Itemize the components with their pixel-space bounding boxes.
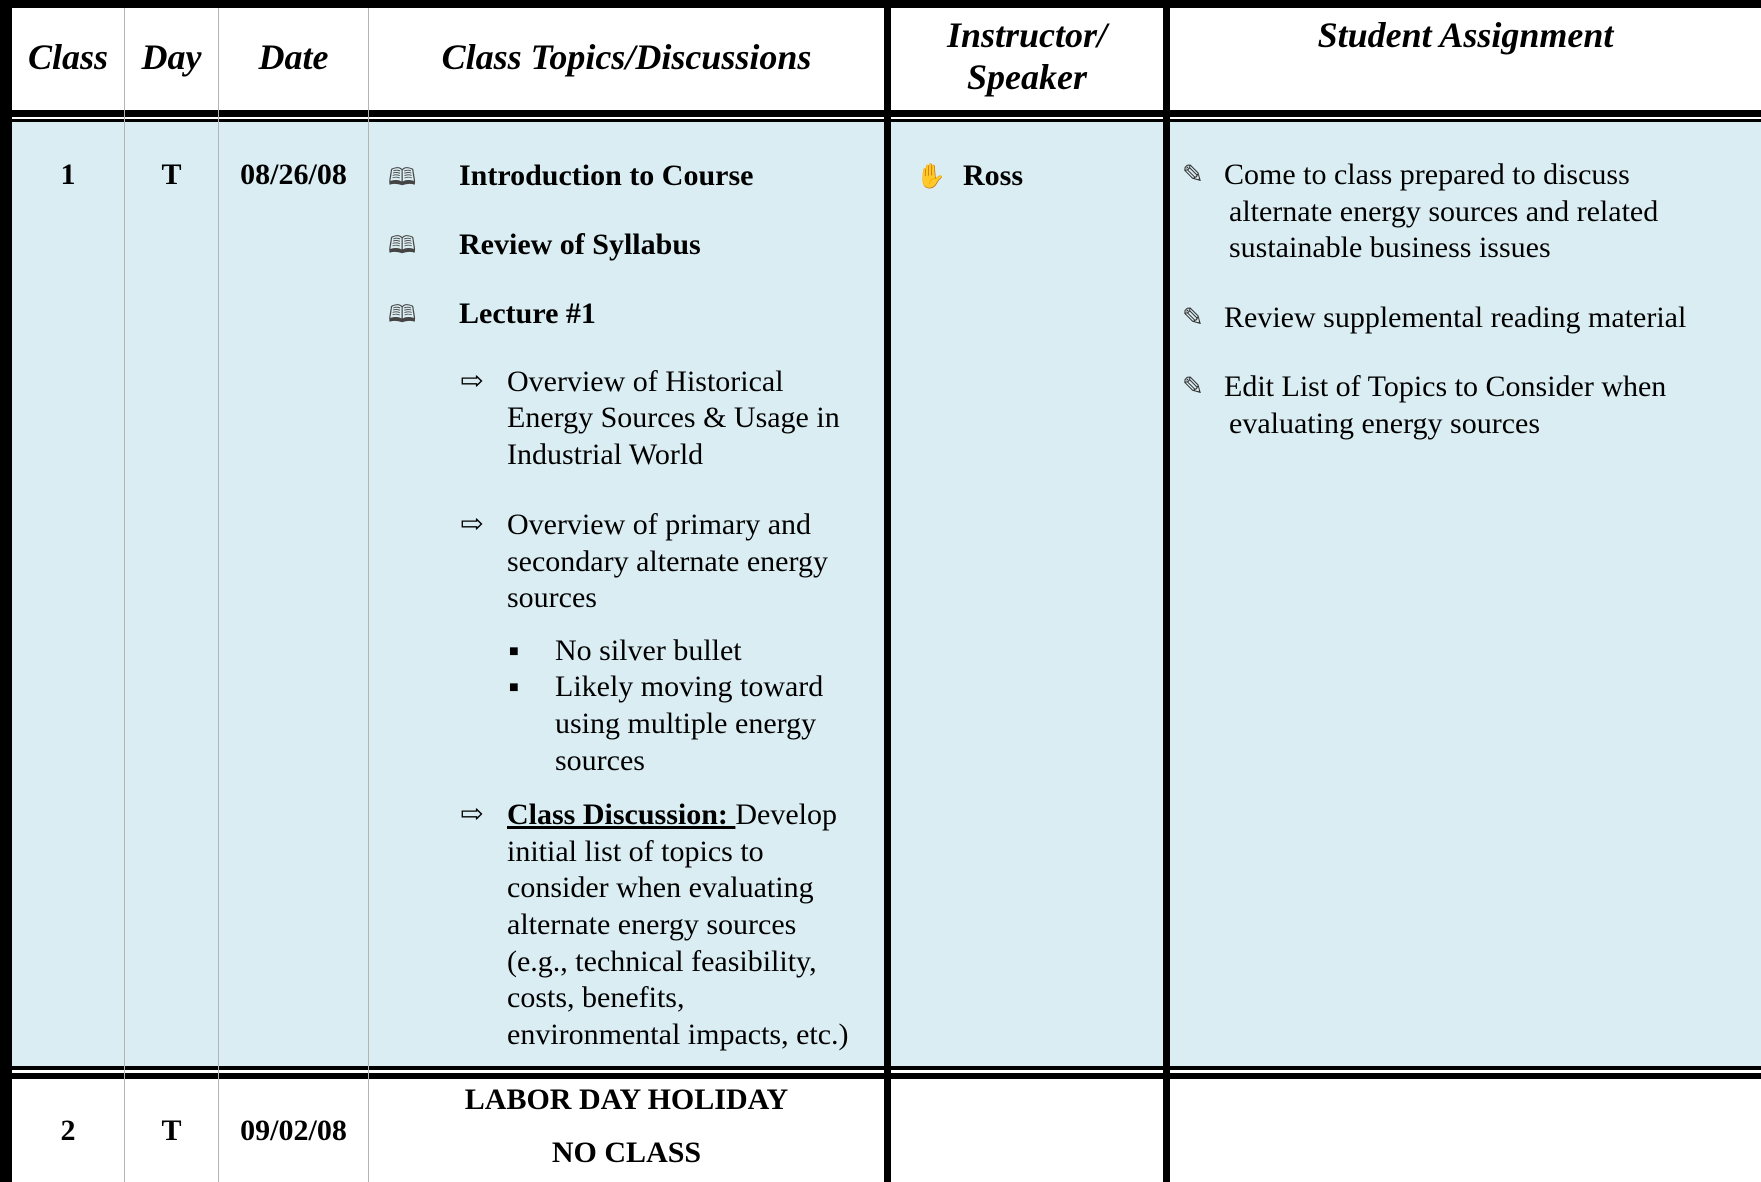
subtopic-1-line3: Industrial World [507, 438, 704, 471]
assignment-1-line1: Come to class prepared to discuss [1224, 158, 1630, 191]
row-2-class: 2 [60, 1114, 76, 1147]
row-1-date: 08/26/08 [240, 158, 347, 191]
row-2-day: T [161, 1114, 182, 1147]
subtopic-2-line1: Overview of primary and [507, 508, 812, 541]
table-top-border [0, 0, 1761, 8]
bullet-2-line2: using multiple energy [555, 707, 817, 740]
row-1-class: 1 [60, 158, 76, 191]
discussion-line7: environmental impacts, etc.) [507, 1018, 849, 1051]
header-instructor-line1: Instructor/ [946, 15, 1108, 55]
discussion-line5: (e.g., technical feasibility, [507, 945, 817, 978]
topic-3: Lecture #1 [459, 297, 596, 330]
discussion-line1-rest: Develop [735, 798, 838, 831]
book-icon: 🕮 [388, 165, 417, 191]
book-icon: 🕮 [388, 302, 417, 328]
assignment-2-line1: Review supplemental reading material [1224, 301, 1687, 334]
discussion-line4: alternate energy sources [507, 908, 797, 941]
assignment-1-line3: sustainable business issues [1229, 231, 1551, 264]
divider-date-topics [368, 8, 369, 1182]
bullet-2-line1: Likely moving toward [555, 670, 824, 703]
topic-1: Introduction to Course [459, 159, 754, 192]
subtopic-1-line1: Overview of Historical [507, 365, 784, 398]
discussion-line1 [507, 797, 837, 834]
discussion-label: Class Discussion: [507, 798, 736, 831]
topic-2: Review of Syllabus [459, 228, 701, 261]
header-bottom-rule-thin [0, 119, 1761, 122]
row-2-date: 09/02/08 [240, 1114, 347, 1147]
pencil-icon: ✎ [1182, 372, 1204, 401]
subtopic-2-line3: sources [507, 581, 597, 614]
assignment-1-line2: alternate energy sources and related [1229, 195, 1659, 228]
row-1-bottom-rule [0, 1066, 1761, 1070]
pencil-icon: ✎ [1182, 303, 1204, 332]
arrow-icon: ⇨ [460, 509, 484, 540]
book-icon: 🕮 [388, 233, 417, 259]
bullet-2-line3: sources [555, 744, 645, 777]
bullet-square-icon: ■ [509, 643, 519, 660]
assignment-3-line1: Edit List of Topics to Consider when [1224, 370, 1667, 403]
header-day: Day [141, 37, 202, 77]
subtopic-1-line2: Energy Sources & Usage in [507, 401, 840, 434]
header-bottom-rule [0, 110, 1761, 117]
row-1-day: T [161, 158, 182, 191]
assignment-3-line2: evaluating energy sources [1229, 407, 1541, 440]
arrow-icon: ⇨ [460, 366, 484, 397]
table-left-border [0, 0, 12, 1182]
subtopic-2-line2: secondary alternate energy [507, 545, 828, 578]
row-2-top-rule [0, 1073, 1761, 1079]
assignment-left-border [1163, 0, 1170, 1182]
arrow-icon: ⇨ [460, 799, 484, 830]
bullet-square-icon: ■ [509, 679, 519, 696]
header-class: Class [27, 37, 109, 77]
header-instructor-line2: Speaker [967, 57, 1087, 97]
bullet-1: No silver bullet [555, 634, 742, 667]
instructor-left-border [884, 0, 891, 1182]
pencil-icon: ✎ [1182, 160, 1204, 189]
discussion-line2: initial list of topics to [507, 835, 764, 868]
header-assignment: Student Assignment [1317, 15, 1614, 55]
instructor-name: Ross [963, 159, 1024, 192]
header-date: Date [258, 37, 329, 77]
discussion-line6: costs, benefits, [507, 981, 685, 1014]
row-2-topic-line2: NO CLASS [551, 1136, 702, 1169]
header-topics: Class Topics/Discussions [441, 37, 812, 77]
discussion-line3: consider when evaluating [507, 871, 814, 904]
hand-icon: ✋ [916, 164, 946, 190]
row-2-topic-line1: LABOR DAY HOLIDAY [464, 1083, 789, 1116]
